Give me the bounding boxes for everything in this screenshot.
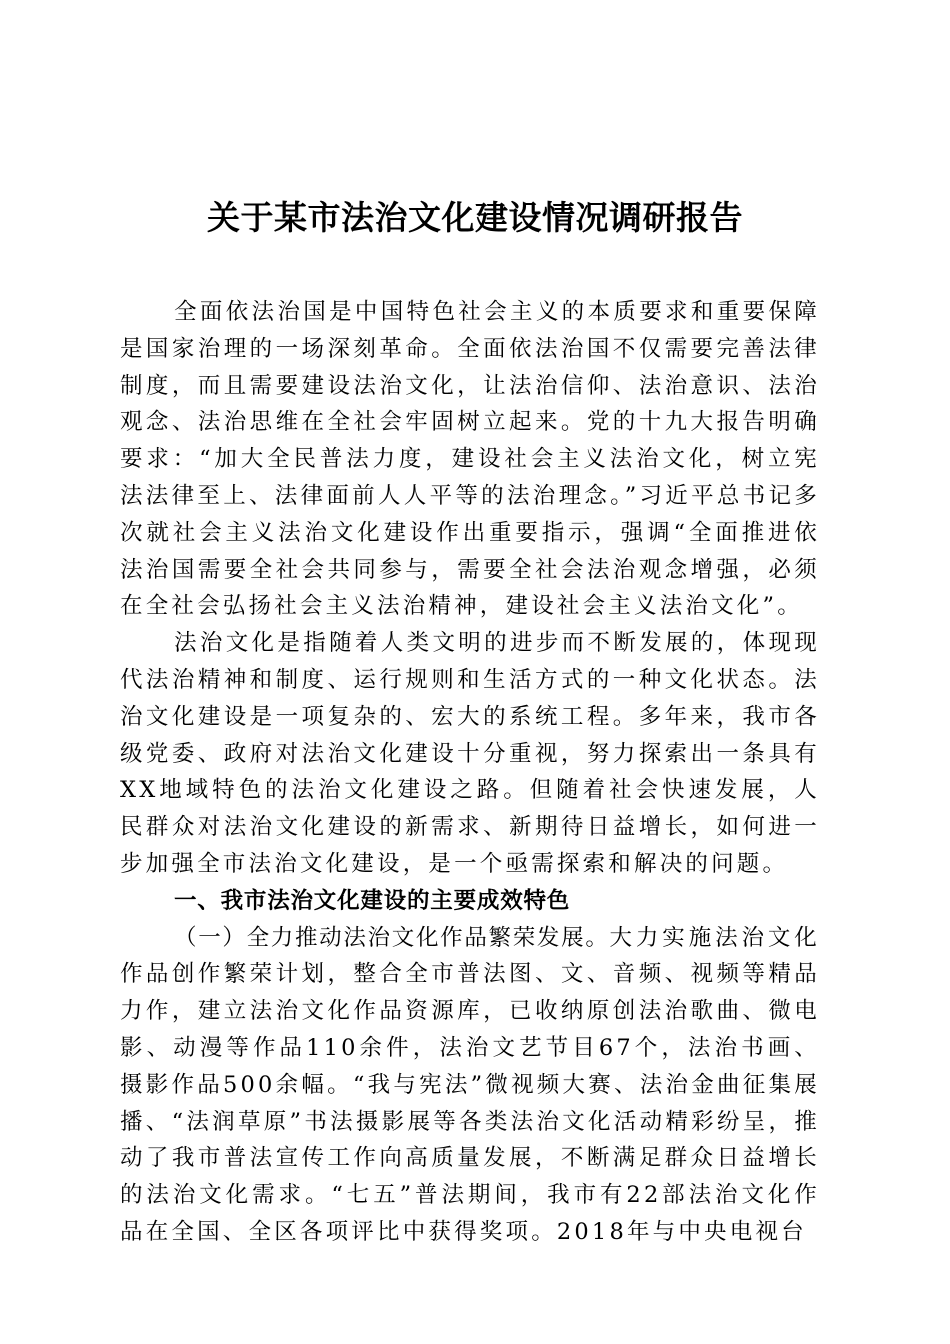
subsection-text: 大力实施法治文化作品创作繁荣计划，整合全市普法图、文、音频、视频等精品力作，建立法治文化作品资源库，已收纳原创法治歌曲、微电影、动漫等作品110余件，法治文艺节目67个，法治书画、摄影作品500余幅。“我与宪法”微视频大赛、法治金曲征集展播、“法润草原”书法摄影展等各类法治文化活动精彩纷呈，推动了我市普法宣传工作向高质量发展，不断满足群众日益增长的法治文化需求。“七五”普法期间，我市有22部法治文化作品在全国、全区各项评比中获得奖项。2018年与中央电视台	[120, 924, 820, 1245]
document-title: 关于某市法治文化建设情况调研报告	[207, 198, 743, 237]
subsection-paragraph	[120, 920, 820, 1251]
paragraph-definition: 法治文化是指随着人类文明的进步而不断发展的，体现现代法治精神和制度、运行规则和生活方式的一种文化状态。法治文化建设是一项复杂的、宏大的系统工程。多年来，我市各级党委、政府对法治文化建设十分重视，努力探索出一条具有XX地域特色的法治文化建设之路。但随着社会快速发展，人民群众对法治文化建设的新需求、新期待日益增长，如何进一步加强全市法治文化建设，是一个亟需探索和解决的问题。	[120, 630, 820, 877]
document-body	[120, 294, 820, 1251]
section-heading: 一、我市法治文化建设的主要成效特色	[174, 887, 571, 914]
subsection-heading: （一）全力推动法治文化作品繁荣发展。	[174, 924, 610, 951]
paragraph-intro: 全面依法治国是中国特色社会主义的本质要求和重要保障是国家治理的一场深刻革命。全面依法治国不仅需要完善法律制度，而且需要建设法治文化，让法治信仰、法治意识、法治观念、法治思维在全社会牢固树立起来。党的十九大报告明确要求：“加大全民普法力度，建设社会主义法治文化，树立宪法法律至上、法律面前人人平等的法治理念。”习近平总书记多次就社会主义法治文化建设作出重要指示，强调“全面推进依法治国需要全社会共同参与，需要全社会法治观念增强，必须在全社会弘扬社会主义法治精神，建设社会主义法治文化”。	[120, 299, 820, 620]
